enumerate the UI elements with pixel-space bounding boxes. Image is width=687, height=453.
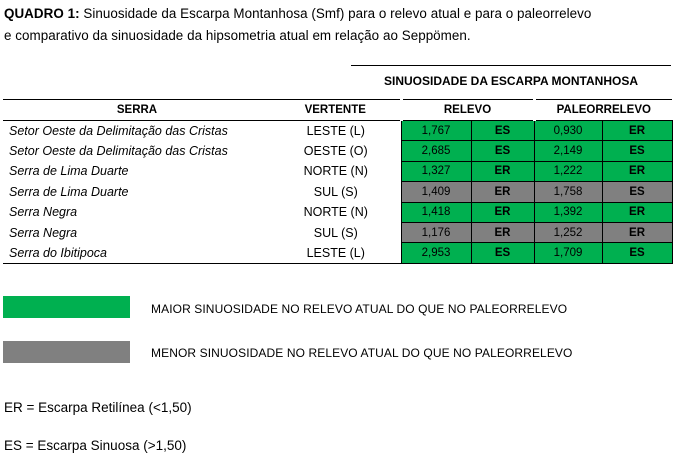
cell-relevo-class: ES <box>471 121 534 141</box>
cell-paleo-class: ER <box>602 161 672 181</box>
table-body <box>3 121 672 264</box>
cell-relevo-class: ER <box>471 222 534 242</box>
cell-vertente: LESTE (L) <box>306 123 365 138</box>
cell-paleo-class: ER <box>602 222 672 242</box>
cell-vertente: NORTE (N) <box>303 164 368 179</box>
cell-vertente: OESTE (O) <box>303 144 368 159</box>
cell-serra: Serra Negra <box>9 205 78 220</box>
cell-serra: Serra do Ibitipoca <box>3 243 271 263</box>
table-row <box>3 243 672 263</box>
cell-paleo-value: 1,252 <box>534 222 602 242</box>
cell-relevo-class: ES <box>471 141 534 161</box>
table-row <box>3 202 672 222</box>
cell-relevo-value: 1,327 <box>401 161 471 181</box>
cell-relevo-value: 1,767 <box>401 121 471 141</box>
cell-paleo-value: 1,392 <box>534 202 602 222</box>
cell-relevo-class: ER <box>471 182 534 202</box>
sinuosity-table <box>3 99 673 264</box>
cell-relevo-value: 1,176 <box>401 222 471 242</box>
header-serra: SERRA <box>3 100 271 121</box>
cell-relevo-value: 1,418 <box>401 202 471 222</box>
cell-serra: Serra Negra <box>9 225 78 240</box>
cell-paleo-class: ES <box>602 141 672 161</box>
cell-paleo-value: 0,930 <box>534 121 602 141</box>
table-header-row <box>3 100 672 121</box>
table-row <box>3 161 672 181</box>
table-caption <box>4 3 684 47</box>
cell-relevo-value: 1,409 <box>401 182 471 202</box>
cell-vertente: SUL (S) <box>313 184 358 199</box>
table-row <box>3 222 672 242</box>
caption-line1: Sinuosidade da Escarpa Montanhosa (Smf) para o relevo atual e para o paleorrelevo <box>79 6 592 21</box>
caption-label: QUADRO 1: <box>4 6 80 21</box>
cell-serra: Serra de Lima Duarte <box>9 184 129 199</box>
note-er: ER = Escarpa Retilínea (<1,50) <box>4 400 192 415</box>
legend-gray-text: MENOR SINUOSIDADE NO RELEVO ATUAL DO QUE NO PALEORRELEVO <box>151 346 573 360</box>
cell-relevo-class: ES <box>471 243 534 263</box>
cell-relevo-value: 2,953 <box>401 243 471 263</box>
header-vertente: VERTENTE <box>271 100 401 121</box>
cell-paleo-value: 1,709 <box>534 243 602 263</box>
cell-relevo-value: 2,685 <box>401 141 471 161</box>
cell-paleo-class: ER <box>602 202 672 222</box>
cell-vertente: NORTE (N) <box>303 205 368 220</box>
table-row <box>3 141 672 161</box>
cell-paleo-value: 1,222 <box>534 161 602 181</box>
cell-serra: Setor Oeste da Delimitação das Cristas <box>9 144 228 159</box>
header-relevo: RELEVO <box>401 100 534 121</box>
cell-serra: Serra de Lima Duarte <box>9 164 129 179</box>
cell-paleo-class: ES <box>602 243 672 263</box>
legend-green-text: MAIOR SINUOSIDADE NO RELEVO ATUAL DO QUE NO PALEORRELEVO <box>151 302 568 316</box>
cell-paleo-value: 2,149 <box>534 141 602 161</box>
cell-vertente: LESTE (L) <box>271 243 401 263</box>
legend-green-swatch <box>3 296 130 318</box>
group-header-rule <box>351 65 671 66</box>
cell-vertente: SUL (S) <box>313 225 358 240</box>
cell-paleo-class: ER <box>602 121 672 141</box>
cell-serra: Setor Oeste da Delimitação das Cristas <box>9 123 228 138</box>
table-row <box>3 182 672 202</box>
note-es: ES = Escarpa Sinuosa (>1,50) <box>4 438 187 453</box>
legend-gray-swatch <box>3 341 130 363</box>
group-header: SINUOSIDADE DA ESCARPA MONTANHOSA <box>383 74 638 88</box>
header-paleorrelevo: PALEORRELEVO <box>534 100 672 121</box>
cell-paleo-value: 1,758 <box>534 182 602 202</box>
caption-line2: e comparativo da sinuosidade da hipsometria atual em relação ao Seppömen. <box>4 28 471 43</box>
cell-relevo-class: ER <box>471 161 534 181</box>
cell-paleo-class: ES <box>602 182 672 202</box>
cell-relevo-class: ER <box>471 202 534 222</box>
table-row <box>3 121 672 141</box>
